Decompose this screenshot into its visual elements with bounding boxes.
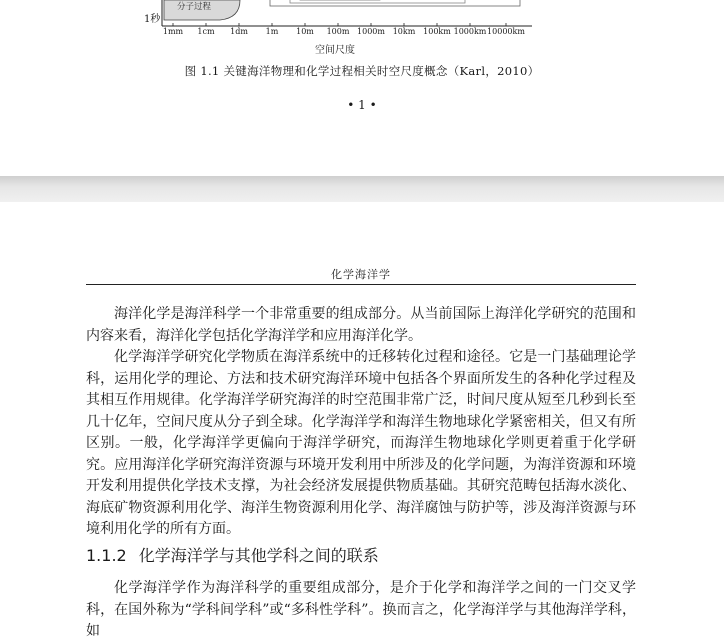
x-tick-labels [162, 27, 532, 39]
x-tick-label: 1cm [197, 27, 215, 36]
header-rule [86, 284, 636, 285]
figure-caption: 图 1.1 关键海洋物理和化学过程相关时空尺度概念（Karl，2010） [184, 64, 540, 78]
x-tick-label: 10000km [487, 27, 525, 36]
page-separator [0, 176, 724, 202]
previous-page [0, 0, 724, 176]
x-tick-label: 100km [423, 27, 451, 36]
y-axis-label: 1秒 [144, 14, 161, 25]
body-text [86, 304, 636, 541]
x-tick-label: 100m [326, 27, 350, 36]
paragraph: 海洋化学是海洋科学一个非常重要的组成部分。从当前国际上海洋化学研究的范围和内容来看，海洋化学包括化学海洋学和应用海洋化学。 [86, 306, 636, 344]
paragraph: 化学海洋学作为海洋科学的重要组成部分，是介于化学和海洋学之间的一门交叉学科，在国外称为“学科间学科”或“多科性学科”。换而言之，化学海洋学与其他海洋学科，如 [86, 580, 636, 639]
section-heading [86, 543, 379, 566]
x-tick-label: 1m [265, 27, 279, 36]
x-tick-label: 1dm [230, 27, 248, 36]
figure-remnant [140, 0, 540, 60]
running-head: 化学海洋学 [331, 268, 391, 281]
x-axis-title: 空间尺度 [315, 45, 355, 56]
paragraph: 化学海洋学研究化学物质在海洋系统中的迁移转化过程和途径。它是一门基础理论学科，运用化学的理论、方法和技术研究海洋环境中包括各个界面所发生的各种化学过程及其相互作用规律。化学海洋学研究海洋的时空范围非常广泛，时间尺度从短至几秒到长至几十亿年，空间尺度从分子到全球。化学海洋学和海洋生物地球化学紧密相关，但又有所区别。一般，化学海洋学更偏向于海洋学研究，而海洋生物地球化学则更着重于化学研究。应用海洋化学研究海洋资源与环境开发利用中所涉及的化学问题，为海洋资源和环境开发利用提供化学技术支撑，为社会经济发展提供物质基础。其研究范畴包括海水淡化、海底矿物资源利用化学、海洋生物资源利用化学、海洋腐蚀与防护等，涉及海洋资源与环境利用化学的所有方面。 [86, 349, 636, 537]
x-tick-label: 1000m [357, 27, 385, 36]
x-tick-label: 1000km [453, 27, 487, 36]
x-tick-label: 10m [296, 27, 314, 36]
body-text-section [86, 578, 636, 643]
x-tick-label: 1mm [162, 27, 184, 36]
section-number: 1.1.2 [86, 546, 127, 565]
process-box-medium [290, 0, 465, 3]
current-page [0, 202, 724, 639]
section-title: 化学海洋学与其他学科之间的联系 [138, 546, 379, 565]
x-tick-label: 10km [392, 27, 416, 36]
page-number: • 1 • [347, 98, 377, 112]
molecular-process-label: 分子过程 [177, 2, 212, 12]
